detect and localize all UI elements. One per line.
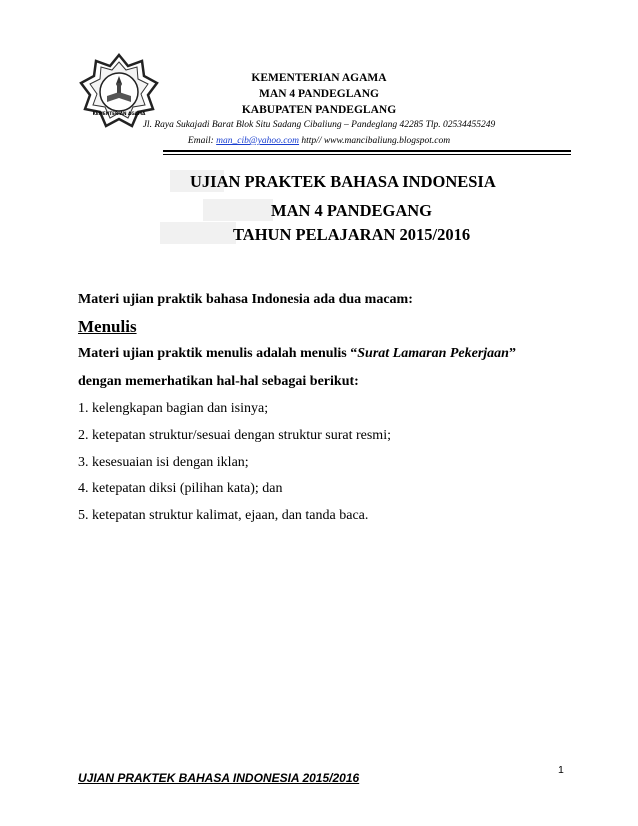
letterhead-address: Jl. Raya Sukajadi Barat Blok Situ Sadang Cibaliung – Pandeglang 42285 Tlp. 02534455249	[142, 120, 496, 130]
title-shade-2	[203, 199, 273, 221]
intro-text: Materi ujian praktik bahasa Indonesia ada dua macam:	[78, 292, 413, 307]
title-school: MAN 4 PANDEGANG	[271, 201, 433, 220]
website-text: http// www.mancibaliung.blogspot.com	[301, 136, 451, 146]
description-part-2: ”	[508, 346, 516, 361]
email-label: Email:	[187, 136, 214, 146]
title-exam: UJIAN PRAKTEK BAHASA INDONESIA	[190, 172, 496, 191]
email-link[interactable]: man_cib@yahoo.com	[216, 136, 300, 146]
letterhead-regency: KABUPATEN PANDEGLANG	[241, 104, 397, 116]
title-shade-3	[160, 222, 236, 244]
letterhead-rule-thin	[163, 154, 571, 155]
letterhead-school: MAN 4 PANDEGLANG	[259, 88, 379, 100]
description-line-2: dengan memerhatikan hal-hal sebagai berikut:	[78, 374, 359, 389]
letterhead-contact	[0, 136, 638, 146]
logo-text: KEMENTERIAN AGAMA	[92, 111, 146, 116]
description-part-1: Materi ujian praktik menulis adalah menulis “	[78, 346, 358, 361]
list-item: 4. ketepatan diksi (pilihan kata); dan	[78, 481, 283, 496]
description-italic: Surat Lamaran Pekerjaan	[357, 346, 509, 361]
list-item: 1. kelengkapan bagian dan isinya;	[78, 401, 269, 416]
letterhead-rule-thick	[163, 150, 571, 152]
letterhead-ministry: KEMENTERIAN AGAMA	[251, 72, 387, 84]
list-item: 2. ketepatan struktur/sesuai dengan struktur surat resmi;	[78, 428, 391, 443]
page-number: 1	[558, 764, 564, 776]
title-year: TAHUN PELAJARAN 2015/2016	[233, 225, 471, 244]
footer-text: UJIAN PRAKTEK BAHASA INDONESIA 2015/2016	[78, 771, 360, 785]
section-heading: Menulis	[78, 317, 137, 336]
list-item: 3. kesesuaian isi dengan iklan;	[78, 455, 249, 470]
list-item: 5. ketepatan struktur kalimat, ejaan, dan tanda baca.	[78, 508, 369, 523]
description-line-1	[78, 346, 516, 362]
